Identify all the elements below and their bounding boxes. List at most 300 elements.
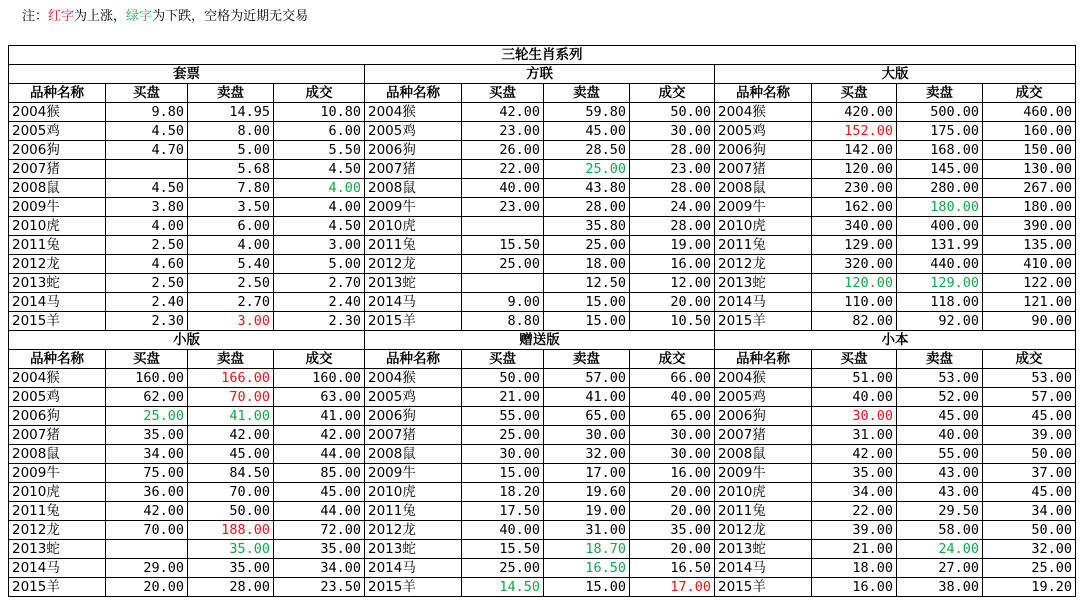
deal-price-cell: 20.00 [630,540,715,559]
sell-price-cell: 35.00 [188,559,274,578]
sell-price-cell: 35.80 [544,217,630,236]
buy-price-cell: 30.00 [462,445,544,464]
buy-price-cell: 34.00 [106,445,188,464]
group-title: 大版 [715,65,1076,84]
deal-price-cell: 19.20 [983,578,1076,597]
header-deal: 成交 [983,84,1076,103]
sell-price-cell: 15.00 [544,578,630,597]
sell-price-cell: 18.00 [544,255,630,274]
sell-price-cell: 25.00 [544,160,630,179]
deal-price-cell: 34.00 [983,502,1076,521]
legend-note [22,7,308,27]
deal-price-cell: 45.00 [983,407,1076,426]
sell-price-cell: 92.00 [897,312,983,331]
deal-price-cell: 4.50 [274,217,365,236]
variety-name-cell: 2015羊 [9,312,106,331]
deal-price-cell: 50.00 [630,103,715,122]
table-row [9,483,1076,502]
buy-price-cell: 4.60 [106,255,188,274]
sell-price-cell: 18.70 [544,540,630,559]
variety-name-cell: 2014马 [9,293,106,312]
sell-price-cell: 15.00 [544,312,630,331]
buy-price-cell: 18.20 [462,483,544,502]
variety-name-cell: 2012龙 [365,255,462,274]
buy-price-cell: 4.70 [106,141,188,160]
variety-name-cell: 2010虎 [9,483,106,502]
buy-price-cell [462,274,544,293]
sell-price-cell: 12.50 [544,274,630,293]
table-row [9,160,1076,179]
sell-price-cell: 3.00 [188,312,274,331]
sell-price-cell: 41.00 [544,388,630,407]
buy-price-cell: 21.00 [462,388,544,407]
buy-price-cell: 160.00 [106,369,188,388]
variety-name-cell: 2008鼠 [365,179,462,198]
group-title-row [9,331,1076,350]
table-row [9,122,1076,141]
variety-name-cell: 2007猪 [715,426,812,445]
variety-name-cell: 2006狗 [9,141,106,160]
header-name: 品种名称 [365,350,462,369]
table-row [9,141,1076,160]
table-row [9,369,1076,388]
header-sell: 卖盘 [897,84,983,103]
variety-name-cell: 2009牛 [715,464,812,483]
header-name: 品种名称 [9,84,106,103]
sell-price-cell: 2.50 [188,274,274,293]
variety-name-cell: 2010虎 [365,483,462,502]
sell-price-cell: 118.00 [897,293,983,312]
deal-price-cell: 390.00 [983,217,1076,236]
buy-price-cell: 9.80 [106,103,188,122]
variety-name-cell: 2006狗 [715,141,812,160]
deal-price-cell: 5.00 [274,255,365,274]
deal-price-cell: 2.40 [274,293,365,312]
sell-price-cell: 188.00 [188,521,274,540]
sell-price-cell: 5.40 [188,255,274,274]
buy-price-cell: 42.00 [812,445,897,464]
deal-price-cell: 42.00 [274,426,365,445]
table-row [9,578,1076,597]
variety-name-cell: 2009牛 [9,464,106,483]
buy-price-cell [106,540,188,559]
deal-price-cell: 41.00 [274,407,365,426]
table-title: 三轮生肖系列 [9,46,1076,65]
buy-price-cell: 162.00 [812,198,897,217]
title-row [9,46,1076,65]
sell-price-cell: 43.00 [897,483,983,502]
buy-price-cell: 23.00 [462,122,544,141]
variety-name-cell: 2010虎 [715,483,812,502]
table-row [9,312,1076,331]
header-sell: 卖盘 [544,84,630,103]
sell-price-cell: 55.00 [897,445,983,464]
buy-price-cell: 22.00 [462,160,544,179]
variety-name-cell: 2004猴 [9,103,106,122]
table-row [9,103,1076,122]
sell-price-cell: 175.00 [897,122,983,141]
variety-name-cell: 2009牛 [365,464,462,483]
variety-name-cell: 2006狗 [365,141,462,160]
sell-price-cell: 440.00 [897,255,983,274]
buy-price-cell: 21.00 [812,540,897,559]
column-header-row [9,84,1076,103]
sell-price-cell: 6.00 [188,217,274,236]
sell-price-cell: 24.00 [897,540,983,559]
buy-price-cell: 40.00 [462,179,544,198]
deal-price-cell: 25.00 [983,559,1076,578]
buy-price-cell: 34.00 [812,483,897,502]
variety-name-cell: 2005鸡 [365,388,462,407]
buy-price-cell: 8.80 [462,312,544,331]
deal-price-cell: 2.30 [274,312,365,331]
deal-price-cell: 23.50 [274,578,365,597]
buy-price-cell [106,160,188,179]
deal-price-cell: 30.00 [630,122,715,141]
buy-price-cell: 25.00 [106,407,188,426]
sell-price-cell: 43.00 [897,464,983,483]
variety-name-cell: 2012龙 [715,255,812,274]
buy-price-cell: 42.00 [106,502,188,521]
buy-price-cell: 50.00 [462,369,544,388]
deal-price-cell: 130.00 [983,160,1076,179]
deal-price-cell: 30.00 [630,426,715,445]
variety-name-cell: 2011兔 [365,502,462,521]
deal-price-cell: 57.00 [983,388,1076,407]
deal-price-cell: 4.50 [274,160,365,179]
buy-price-cell: 2.40 [106,293,188,312]
variety-name-cell: 2007猪 [365,160,462,179]
sell-price-cell: 57.00 [544,369,630,388]
buy-price-cell: 42.00 [462,103,544,122]
deal-price-cell: 85.00 [274,464,365,483]
variety-name-cell: 2008鼠 [365,445,462,464]
column-header-row [9,350,1076,369]
deal-price-cell: 2.70 [274,274,365,293]
sell-price-cell: 84.50 [188,464,274,483]
deal-price-cell: 10.80 [274,103,365,122]
sell-price-cell: 166.00 [188,369,274,388]
deal-price-cell: 180.00 [983,198,1076,217]
sell-price-cell: 168.00 [897,141,983,160]
group-title: 方联 [365,65,715,84]
price-table [8,45,1076,597]
buy-price-cell: 36.00 [106,483,188,502]
deal-price-cell: 44.00 [274,445,365,464]
note-mid-1: 为上涨， [74,9,127,24]
deal-price-cell: 24.00 [630,198,715,217]
header-deal: 成交 [630,84,715,103]
variety-name-cell: 2008鼠 [715,179,812,198]
sell-price-cell: 45.00 [188,445,274,464]
buy-price-cell: 120.00 [812,274,897,293]
sell-price-cell: 35.00 [188,540,274,559]
sell-price-cell: 28.00 [188,578,274,597]
table-row [9,521,1076,540]
sell-price-cell: 65.00 [544,407,630,426]
sell-price-cell: 70.00 [188,388,274,407]
sell-price-cell: 45.00 [544,122,630,141]
buy-price-cell: 4.50 [106,179,188,198]
deal-price-cell: 90.00 [983,312,1076,331]
deal-price-cell: 20.00 [630,502,715,521]
buy-price-cell: 2.50 [106,236,188,255]
price-table-body [9,46,1076,597]
sell-price-cell: 30.00 [544,426,630,445]
buy-price-cell: 15.00 [462,464,544,483]
group-title: 赠送版 [365,331,715,350]
variety-name-cell: 2014马 [9,559,106,578]
sell-price-cell: 7.80 [188,179,274,198]
header-name: 品种名称 [715,350,812,369]
variety-name-cell: 2013蛇 [9,540,106,559]
buy-price-cell: 30.00 [812,407,897,426]
sell-price-cell: 14.95 [188,103,274,122]
deal-price-cell: 39.00 [983,426,1076,445]
sell-price-cell: 70.00 [188,483,274,502]
buy-price-cell: 320.00 [812,255,897,274]
buy-price-cell: 22.00 [812,502,897,521]
buy-price-cell: 230.00 [812,179,897,198]
sell-price-cell: 45.00 [897,407,983,426]
deal-price-cell: 45.00 [983,483,1076,502]
sell-price-cell: 5.00 [188,141,274,160]
header-deal: 成交 [630,350,715,369]
variety-name-cell: 2014马 [365,559,462,578]
buy-price-cell: 152.00 [812,122,897,141]
sell-price-cell: 129.00 [897,274,983,293]
sell-price-cell: 42.00 [188,426,274,445]
group-title-row [9,65,1076,84]
buy-price-cell: 40.00 [812,388,897,407]
header-name: 品种名称 [715,84,812,103]
sell-price-cell: 50.00 [188,502,274,521]
deal-price-cell: 34.00 [274,559,365,578]
buy-price-cell: 35.00 [812,464,897,483]
buy-price-cell: 3.80 [106,198,188,217]
sell-price-cell: 2.70 [188,293,274,312]
table-row [9,445,1076,464]
deal-price-cell: 150.00 [983,141,1076,160]
deal-price-cell: 19.00 [630,236,715,255]
buy-price-cell [462,217,544,236]
deal-price-cell: 17.00 [630,578,715,597]
variety-name-cell: 2015羊 [9,578,106,597]
variety-name-cell: 2013蛇 [365,274,462,293]
sell-price-cell: 17.00 [544,464,630,483]
variety-name-cell: 2009牛 [9,198,106,217]
buy-price-cell: 31.00 [812,426,897,445]
table-row [9,540,1076,559]
sell-price-cell: 400.00 [897,217,983,236]
deal-price-cell: 66.00 [630,369,715,388]
buy-price-cell: 20.00 [106,578,188,597]
sell-price-cell: 500.00 [897,103,983,122]
variety-name-cell: 2005鸡 [365,122,462,141]
variety-name-cell: 2008鼠 [9,445,106,464]
buy-price-cell: 420.00 [812,103,897,122]
variety-name-cell: 2006狗 [715,407,812,426]
variety-name-cell: 2005鸡 [9,388,106,407]
buy-price-cell: 25.00 [462,559,544,578]
buy-price-cell: 40.00 [462,521,544,540]
table-row [9,407,1076,426]
variety-name-cell: 2015羊 [365,312,462,331]
table-row [9,502,1076,521]
variety-name-cell: 2011兔 [9,236,106,255]
header-sell: 卖盘 [188,350,274,369]
buy-price-cell: 75.00 [106,464,188,483]
variety-name-cell: 2009牛 [365,198,462,217]
sell-price-cell: 53.00 [897,369,983,388]
deal-price-cell: 135.00 [983,236,1076,255]
deal-price-cell: 32.00 [983,540,1076,559]
variety-name-cell: 2011兔 [9,502,106,521]
deal-price-cell: 4.00 [274,179,365,198]
variety-name-cell: 2005鸡 [715,388,812,407]
variety-name-cell: 2013蛇 [715,540,812,559]
deal-price-cell: 28.00 [630,141,715,160]
variety-name-cell: 2015羊 [715,578,812,597]
sell-price-cell: 43.80 [544,179,630,198]
table-row [9,198,1076,217]
table-row [9,274,1076,293]
variety-name-cell: 2011兔 [715,502,812,521]
variety-name-cell: 2010虎 [365,217,462,236]
buy-price-cell: 340.00 [812,217,897,236]
buy-price-cell: 142.00 [812,141,897,160]
variety-name-cell: 2005鸡 [715,122,812,141]
buy-price-cell: 2.30 [106,312,188,331]
buy-price-cell: 26.00 [462,141,544,160]
deal-price-cell: 63.00 [274,388,365,407]
sell-price-cell: 27.00 [897,559,983,578]
variety-name-cell: 2015羊 [715,312,812,331]
sell-price-cell: 16.50 [544,559,630,578]
variety-name-cell: 2011兔 [365,236,462,255]
variety-name-cell: 2006狗 [9,407,106,426]
sell-price-cell: 280.00 [897,179,983,198]
buy-price-cell: 25.00 [462,255,544,274]
header-buy: 买盘 [106,350,188,369]
deal-price-cell: 5.50 [274,141,365,160]
deal-price-cell: 53.00 [983,369,1076,388]
variety-name-cell: 2010虎 [715,217,812,236]
sell-price-cell: 145.00 [897,160,983,179]
buy-price-cell: 29.00 [106,559,188,578]
deal-price-cell: 410.00 [983,255,1076,274]
sell-price-cell: 59.80 [544,103,630,122]
deal-price-cell: 44.00 [274,502,365,521]
deal-price-cell: 28.00 [630,217,715,236]
deal-price-cell: 45.00 [274,483,365,502]
header-name: 品种名称 [365,84,462,103]
buy-price-cell: 4.00 [106,217,188,236]
deal-price-cell: 10.50 [630,312,715,331]
header-sell: 卖盘 [897,350,983,369]
buy-price-cell: 9.00 [462,293,544,312]
deal-price-cell: 30.00 [630,445,715,464]
variety-name-cell: 2014马 [365,293,462,312]
table-row [9,217,1076,236]
header-buy: 买盘 [462,84,544,103]
deal-price-cell: 20.00 [630,293,715,312]
variety-name-cell: 2013蛇 [715,274,812,293]
group-title: 小版 [9,331,365,350]
deal-price-cell: 267.00 [983,179,1076,198]
header-sell: 卖盘 [544,350,630,369]
variety-name-cell: 2008鼠 [9,179,106,198]
variety-name-cell: 2004猴 [715,369,812,388]
buy-price-cell: 15.50 [462,236,544,255]
buy-price-cell: 35.00 [106,426,188,445]
buy-price-cell: 62.00 [106,388,188,407]
variety-name-cell: 2004猴 [9,369,106,388]
header-buy: 买盘 [106,84,188,103]
header-buy: 买盘 [812,84,897,103]
deal-price-cell: 28.00 [630,179,715,198]
group-title: 小本 [715,331,1076,350]
variety-name-cell: 2004猴 [365,369,462,388]
sell-price-cell: 31.00 [544,521,630,540]
deal-price-cell: 65.00 [630,407,715,426]
buy-price-cell: 129.00 [812,236,897,255]
variety-name-cell: 2012龙 [9,521,106,540]
variety-name-cell: 2010虎 [9,217,106,236]
variety-name-cell: 2012龙 [9,255,106,274]
table-row [9,255,1076,274]
sell-price-cell: 8.00 [188,122,274,141]
deal-price-cell: 72.00 [274,521,365,540]
sell-price-cell: 38.00 [897,578,983,597]
deal-price-cell: 16.50 [630,559,715,578]
table-row [9,179,1076,198]
buy-price-cell: 14.50 [462,578,544,597]
variety-name-cell: 2007猪 [365,426,462,445]
sell-price-cell: 25.00 [544,236,630,255]
sell-price-cell: 5.68 [188,160,274,179]
deal-price-cell: 4.00 [274,198,365,217]
variety-name-cell: 2004猴 [715,103,812,122]
variety-name-cell: 2013蛇 [365,540,462,559]
table-row [9,388,1076,407]
buy-price-cell: 17.50 [462,502,544,521]
sell-price-cell: 28.00 [544,198,630,217]
deal-price-cell: 122.00 [983,274,1076,293]
deal-price-cell: 35.00 [630,521,715,540]
buy-price-cell: 2.50 [106,274,188,293]
deal-price-cell: 12.00 [630,274,715,293]
deal-price-cell: 37.00 [983,464,1076,483]
variety-name-cell: 2012龙 [365,521,462,540]
header-name: 品种名称 [9,350,106,369]
variety-name-cell: 2012龙 [715,521,812,540]
buy-price-cell: 18.00 [812,559,897,578]
sell-price-cell: 19.60 [544,483,630,502]
header-buy: 买盘 [812,350,897,369]
variety-name-cell: 2005鸡 [9,122,106,141]
buy-price-cell: 82.00 [812,312,897,331]
variety-name-cell: 2014马 [715,559,812,578]
buy-price-cell: 120.00 [812,160,897,179]
sell-price-cell: 28.50 [544,141,630,160]
note-prefix: 注： [22,9,49,24]
buy-price-cell: 110.00 [812,293,897,312]
buy-price-cell: 4.50 [106,122,188,141]
group-title: 套票 [9,65,365,84]
deal-price-cell: 160.00 [983,122,1076,141]
deal-price-cell: 16.00 [630,464,715,483]
